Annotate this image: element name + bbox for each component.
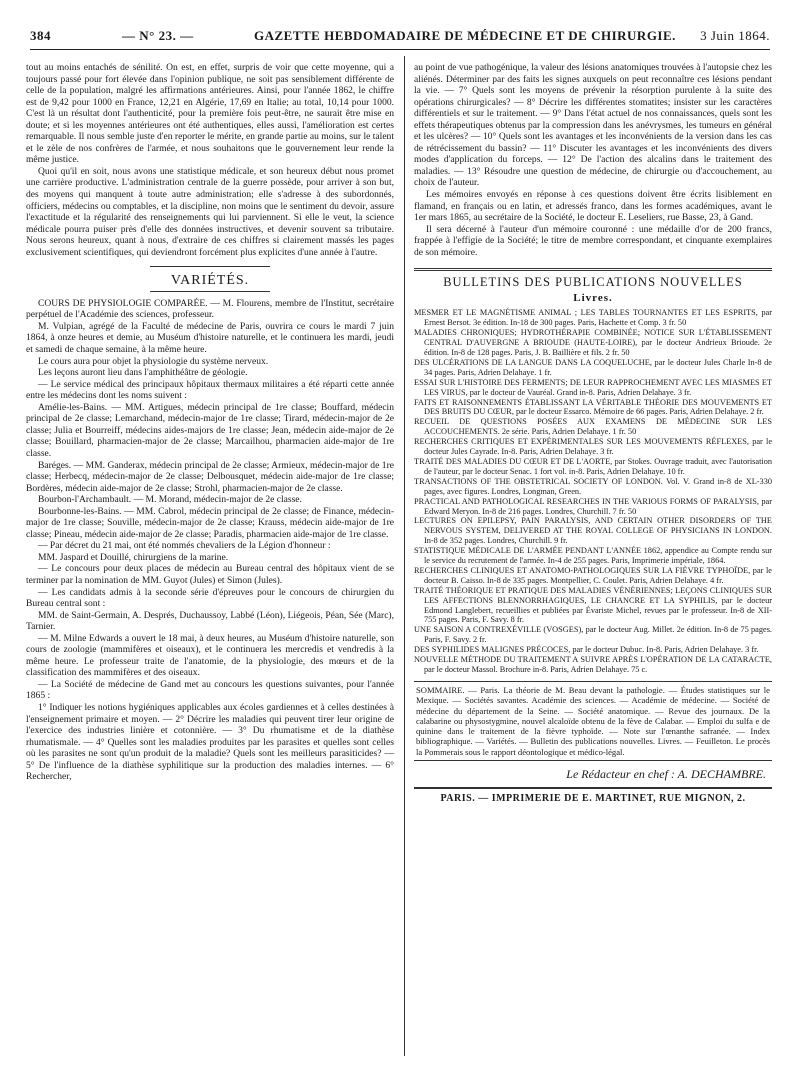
subsection-title-livres: Livres.	[573, 291, 613, 304]
left-column	[26, 62, 394, 783]
paragraph: au point de vue pathogénique, la valeur des lésions anatomiques trouvées à l'autopsie chez les aliénés. Déterminer par des faits les signes auxquels on peut reconnaître ces lésions pendant la vie. — 7° Quels sont les moyens de prévenir la résorption purulente à la suite des opérations chirurgicales? — 8° Décrire les différentes stomatites; insister sur les caractères différentiels et sur le traitement. — 9° Dans l'état actuel de nos connaissances, quels sont les effets thérapeutiques obtenus par la compression dans les anévrysmes, les tumeurs en général et les ulcères? — 10° Quels sont les avantages et les inconvénients de la version dans les cas de rétrécissement du bassin? — 11° Discuter les avantages et les inconvénients des divers modes d'application du forceps. — 12° De l'action des alcalins dans le traitement des maladies. — 13° Résoudre une question de médecine, de chirurgie ou d'accouchement, au choix de l'auteur.	[414, 62, 772, 189]
page-number: 384	[30, 28, 51, 43]
section-rule	[414, 268, 772, 271]
column-separator	[404, 56, 405, 1056]
bibliography-list	[414, 308, 772, 675]
issue-number: — N° 23. —	[122, 28, 194, 43]
section-rule	[150, 291, 270, 292]
list-item: MALADIES CHRONIQUES; HYDROTHÉRAPIE COMBINÉE; NOTICE SUR L'ÉTABLISSEMENT CENTRAL D'AUVERGNE A BRIOUDE (HAUTE-LOIRE), par le docteur Andrieux Brioude. 2e édition. In-8 de 128 pages. Paris, J. B. Baillière et fils. 2 fr. 50	[414, 328, 772, 358]
list-item: PRACTICAL AND PATHOLOGICAL RESEARCHES IN THE VARIOUS FORMS OF PARALYSIS, par Edward Meryon. In-8 de 216 pages. Londres, Churchill. 7 fr. 50	[414, 496, 772, 516]
list-item: ESSAI SUR L'HISTOIRE DES FERMENTS; DE LEUR RAPPROCHEMENT AVEC LES MIASMES ET LES VIRUS, par le docteur de Vauréal. Grand in-8. Paris, Adrien Delahaye. 3 fr.	[414, 377, 772, 397]
list-item: DES SYPHILIDES MALIGNES PRÉCOCES, par le docteur Dubuc. In-8. Paris, Adrien Delahaye. 3 fr.	[414, 645, 759, 655]
list-item: RECUEIL DE QUESTIONS POSÉES AUX EXAMENS DE MÉDECINE SUR LES ACCOUCHEMENTS. 2e série. Paris, Adrien Delahaye. 1 fr. 50	[414, 417, 772, 437]
printer-imprint: PARIS. — IMPRIMERIE DE E. MARTINET, RUE MIGNON, 2.	[414, 787, 772, 805]
paragraph: M. Vulpian, agrégé de la Faculté de médecine de Paris, ouvrira ce cours le mardi 7 juin 1864, à onze heures et demie, au Muséum d'histoire naturelle, et le continuera les mardi, jeudi et samedi de chaque semaine, à la même heure.	[26, 320, 394, 356]
paragraph: — Par décret du 21 mai, ont été nommés chevaliers de la Légion d'honneur :	[38, 540, 331, 552]
list-item: RECHERCHES CRITIQUES ET EXPÉRIMENTALES SUR LES MOUVEMENTS RÉFLEXES, par le docteur Jules Cayrade. In-8. Paris, Adrien Delahaye. 3 fr.	[414, 437, 772, 457]
sommaire-box: SOMMAIRE. — Paris. La théorie de M. Beau devant la pathologie. — Études statistiques sur le Mexique. — Sociétés savantes. Académie des sciences. — Académie de médecine. — Société de médecine du département de la Seine. — Société anatomique. — Revue des journaux. De la calabarine ou physostygmine, nouvel alcaloïde obtenu de la fève de Calabar. — Emploi du sulfa e de quinine dans le traitement de la fièvre typhoïde. — Note sur l'œnanthe safranée. — Index bibliographique. — Variétés. — Bulletin des publications nouvelles. Livres. — Feuilleton. Le procès la Pommerais sous le rapport déontologique et médico-légal.	[414, 681, 772, 761]
paragraph: Amélie-les-Bains. — MM. Artigues, médecin principal de 1re classe; Bouffard, médecin principal de 2e classe; Lemarchand, médecin-major de 1re classe; Tirard, médecin-major de 2e classe; Julia et Bourreiff, médecins aides-majors de 1re classe; Jean, médecin aide-major de 2e classe; Bouillard, pharmacien-major de 2e classe; Marcailhou, pharmacien aide-major de 1re classe.	[26, 401, 394, 459]
list-item: MESMER ET LE MAGNÉTISME ANIMAL ; LES TABLES TOURNANTES ET LES ESPRITS, par Ernest Bersot. 3e édition. In-18 de 300 pages. Paris, Hachette et Comp. 3 fr. 50	[414, 308, 772, 328]
paragraph: — M. Milne Edwards a ouvert le 18 mai, à deux heures, au Muséum d'histoire naturelle, son cours de zoologie (mammifères et oiseaux), et le continuera les mercredis et vendredis à la même heure. Le professeur traite de l'anatomie, de la physiologie, des mœurs et de la classification des mammifères et des oiseaux.	[26, 632, 394, 679]
list-item: TRANSACTIONS OF THE OBSTETRICAL SOCIETY OF LONDON. Vol. V. Grand in-8 de XL-330 pages, avec figures. Londres, Longman, Green.	[414, 476, 772, 496]
paragraph: Baréges. — MM. Ganderax, médecin principal de 2e classe; Armieux, médecin-major de 1re classe; Herbecq, médecin-major de 2e classe; Delbousquet, médecin aide-major de 1re classe; Bordères, médecin aide-major de 2e classe; Strohl, pharmacien-major de 2e classe.	[26, 459, 394, 494]
list-item: DES ULCÉRATIONS DE LA LANGUE DANS LA COQUELUCHE, par le docteur Jules Charle In-8 de 34 pages. Paris, Adrien Delahaye. 1 fr.	[414, 357, 772, 377]
editor-signature: Le Rédacteur en chef : A. DECHAMBRE.	[566, 767, 766, 781]
list-item: UNE SAISON A CONTREXÉVILLE (VOSGES), par le docteur Aug. Millet. 2e édition. In-8 de 75 pages. Paris, F. Savy. 2 fr.	[414, 625, 772, 645]
section-title-varietes: VARIÉTÉS.	[170, 273, 250, 289]
list-item: RECHERCHES CLINIQUES ET ANATOMO-PATHOLOGIQUES SUR LA FIÈVRE TYPHOÏDE, par le docteur B. Caisso. In-8 de 335 pages. Montpellier, C. Coulet. Paris, Adrien Delahaye. 4 fr.	[414, 565, 772, 585]
paragraph: — Le service médical des principaux hôpitaux thermaux militaires a été réparti cette année entre les médecins dont les noms suivent :	[26, 378, 394, 402]
paragraph: COURS DE PHYSIOLOGIE COMPARÉE. — M. Flourens, membre de l'Institut, secrétaire perpétuel de l'Académie des sciences, professeur.	[26, 297, 394, 321]
header-rule	[30, 49, 770, 50]
paragraph: Bourbonne-les-Bains. — MM. Cabrol, médecin principal de 2e classe; de Finance, médecin-major de 1re classe; Souville, médecin-major de 2e classe; Krauss, médecin aide-major de 1re classe; Pineau, médecin aide-major de 2e classe; Paradis, pharmacien aide-major de 1re classe.	[26, 505, 394, 540]
page-header	[30, 28, 770, 46]
paragraph: Les mémoires envoyés en réponse à ces questions doivent être écrits lisiblement en flamand, en français ou en latin, et adressés franco, dans les formes académiques, avant le 1er mars 1865, au secrétaire de la Société, le docteur E. Leseliers, rue Basse, 23, à Gand.	[414, 189, 772, 224]
paragraph: — Le concours pour deux places de médecin au Bureau central des hôpitaux vient de se terminer par la nomination de MM. Guyot (Jules) et Simon (Jules).	[26, 563, 394, 586]
paragraph: Le cours aura pour objet la physiologie du système nerveux.	[38, 355, 269, 367]
journal-title: GAZETTE HEBDOMADAIRE DE MÉDECINE ET DE CHIRURGIE.	[254, 28, 676, 43]
paragraph: MM. Jaspard et Douillé, chirurgiens de la marine.	[38, 551, 229, 563]
list-item: FAITS ET RAISONNEMENTS ÉTABLISSANT LA VÉRITABLE THÉORIE DES MOUVEMENTS ET DES BRUITS DU CŒUR, par le docteur Essarco. Mémoire de 66 pages. Paris, Adrien Delahaye. 2 fr.	[414, 397, 772, 417]
list-item: TRAITÉ DES MALADIES DU CŒUR ET DE L'AORTE, par Stokes. Ouvrage traduit, avec l'autorisation de l'auteur, par le docteur Senac. 1 fort vol. in-8. Paris, Adrien Delahaye. 10 fr.	[414, 456, 772, 476]
section-title-bulletins: BULLETINS DES PUBLICATIONS NOUVELLES	[443, 275, 743, 290]
paragraph: Il sera décerné à l'auteur d'un mémoire couronné : une médaille d'or de 200 francs, frappée à l'effigie de la Société; le titre de membre correspondant, et cinquante exemplaires de son mémoire.	[414, 223, 772, 258]
section-rule	[150, 266, 270, 267]
paragraph: Les leçons auront lieu dans l'amphithéâtre de géologie.	[38, 367, 248, 379]
paragraph: tout au moins entachés de sénilité. On est, en effet, surpris de voir que cette moyenne, qui a toujours passé pour fort élevée dans l'opinion publique, ne soit pas sensiblement différente de celle de la population, malgré les affirmations antérieures. Ainsi, pour l'année 1862, le chiffre est de 9,42 pour 1000 en France, 12,21 en Algérie, 17,69 en Italie; au total, 10,14 pour 1000. C'est là un résultat dont l'authenticité, pour la première fois peut-être, ne saurait être mise en doute; et si les moyennes antérieures ont été authentiques, elles aussi, l'amélioration est certes remarquable. Il nous semble juste d'en reporter le mérite, en grande partie au moins, sur le talent et le zèle de nos confrères de l'armée, et nous souhaitons que le gouvernement leur rende la même justice.	[26, 62, 394, 166]
list-item: NOUVELLE MÉTHODE DU TRAITEMENT A SUIVRE APRÈS L'OPÉRATION DE LA CATARACTE, par le docteur Massol. Brochure in-8. Paris, Adrien Delahaye. 75 c.	[414, 655, 772, 675]
list-item: LECTURES ON EPILEPSY, PAIN PARALYSIS, AND CERTAIN OTHER DISORDERS OF THE NERVOUS SYSTEM, DELIVERED AT THE ROYAL COLLEGE OF PHYSICIANS IN LONDON. In-8 de 352 pages. Londres, Churchill. 9 fr.	[414, 516, 772, 546]
right-column	[414, 62, 772, 804]
paragraph: — Les candidats admis à la seconde série d'épreuves pour le concours de chirurgien du Bureau central sont :	[26, 586, 394, 610]
paragraph: Quoi qu'il en soit, nous avons une statistique médicale, et son heureux début nous promet une carrière productive. L'administration centrale de la guerre possède, pour arriver à son but, des moyens qui manquent à toute autre administration; elle s'adresse à des subordonnés, officiers, médecins ou comptables, et la discipline, non moins que le sentiment du devoir, assure l'exactitude et la régularité des renseignements qui lui parviennent. Si elle le veut, la science médicale pourra puiser près d'elle des données instructives, et devenir souvent sa tributaire. Nous serons heureux, quant à nous, d'extraire de ces chiffres si clairement massés les pages exclusivement scientifiques, qui deviendront forcément plus explicites d'une année à l'autre.	[26, 165, 394, 258]
paragraph: — La Société de médecine de Gand met au concours les questions suivantes, pour l'année 1865 :	[26, 678, 394, 702]
paragraph: 1° Indiquer les notions hygiéniques applicables aux écoles gardiennes et à celles destinées à l'enseignement primaire et moyen. — 2° Décrire les maladies qui peuvent tirer leur origine de l'exercice des industries linière et cotonnière. — 3° Du rhumatisme et de la diathèse rhumatismale. — 4° Quelles sont les maladies produites par les parasites et quelles sont celles où les parasites ne sont qu'un produit de la maladie? Quels sont les meilleurs parasiticides? — 5° De l'influence de la diathèse syphilitique sur la production des maladies internes. — 6° Rechercher,	[26, 701, 394, 783]
paragraph: MM. de Saint-Germain, A. Després, Duchaussoy, Labbé (Léon), Liégeois, Péan, Sée (Marc), Tarnier.	[26, 609, 394, 633]
list-item: STATISTIQUE MÉDICALE DE L'ARMÉE PENDANT L'ANNÉE 1862, appendice au Compte rendu sur le service du recrutement de l'armée. In-4 de 255 pages. Paris, Imprimerie impériale, 1864.	[414, 546, 772, 566]
paragraph: Bourbon-l'Archambault. — M. Morand, médecin-major de 2e classe.	[38, 494, 302, 506]
issue-date: 3 Juin 1864.	[700, 28, 770, 43]
list-item: TRAITÉ THÉORIQUE ET PRATIQUE DES MALADIES VÉNÉRIENNES; LEÇONS CLINIQUES SUR LES AFFECTIONS BLENNORRHAGIQUES, LE CHANCRE ET LA SYPHILIS, par le docteur Edmond Langlebert, recueillies et publiées par Évariste Michel, revues par le professeur. In-8 de XII-755 pages. Paris, F. Savy. 8 fr.	[414, 585, 772, 625]
